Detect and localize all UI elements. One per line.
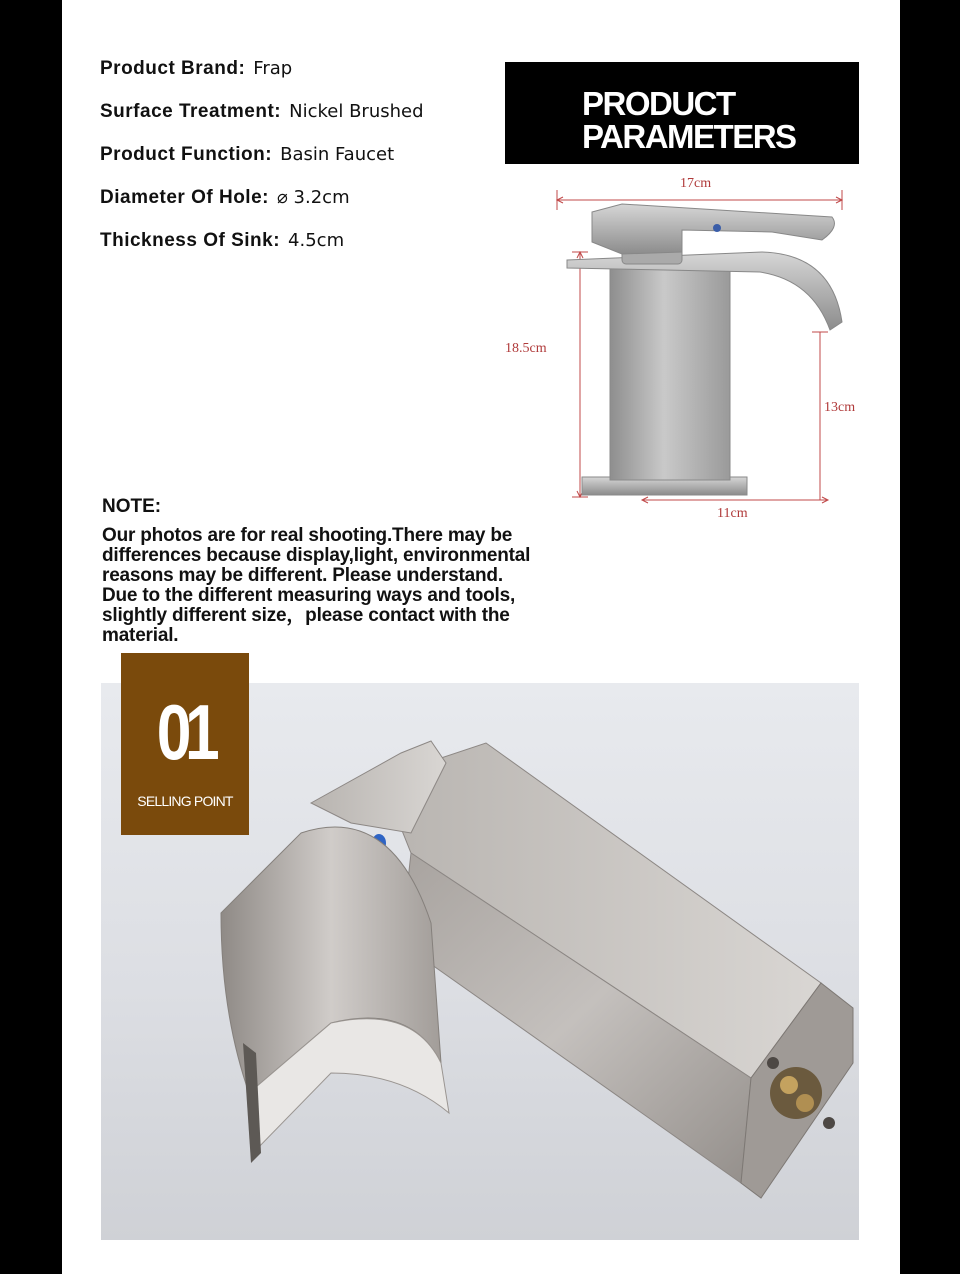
spec-value: ⌀ 3.2cm <box>276 187 350 208</box>
dimension-line-base <box>642 497 828 503</box>
note-line: Our photos are for real shooting.There may be <box>102 525 513 546</box>
spec-label: Diameter Of Hole: <box>100 187 269 208</box>
spec-value: Nickel Brushed <box>289 101 424 122</box>
spec-value: 4.5cm <box>288 230 345 251</box>
dimension-base-label: 11cm <box>717 506 748 521</box>
spec-value: Basin Faucet <box>280 144 395 165</box>
dimension-height-label: 18.5cm <box>505 341 547 356</box>
dimension-line-spout <box>812 332 828 500</box>
dimension-spout-label: 13cm <box>824 400 856 415</box>
dimension-line-height <box>572 252 588 497</box>
note-line: slightly different size，please contact with the <box>102 605 510 626</box>
dimension-width-label: 17cm <box>680 176 712 191</box>
product-page <box>62 0 900 1274</box>
spec-brand <box>100 58 292 80</box>
banner-line-1: PRODUCT <box>582 85 735 122</box>
spec-label: Thickness Of Sink: <box>100 230 281 251</box>
spec-surface <box>100 101 424 123</box>
spec-label: Product Brand: <box>100 58 246 79</box>
dimension-line-width <box>557 190 842 210</box>
spec-hole <box>100 187 350 209</box>
spec-thickness <box>100 230 344 252</box>
spec-label: Product Function: <box>100 144 273 165</box>
product-parameters-banner <box>505 62 859 164</box>
spec-function <box>100 144 394 166</box>
badge-caption: SELLING POINT <box>137 793 233 809</box>
spec-label: Surface Treatment: <box>100 101 282 122</box>
note-line: material. <box>102 625 179 646</box>
note-line: Due to the different measuring ways and tools, <box>102 585 516 606</box>
badge-number: 01 <box>156 688 214 776</box>
note-line: differences because display,light, environmental <box>102 545 531 566</box>
note-title: NOTE: <box>102 496 162 517</box>
banner-line-2: PARAMETERS <box>582 118 796 155</box>
faucet-dimension-diagram <box>492 172 862 517</box>
spec-value: Frap <box>253 58 293 79</box>
note-line: reasons may be different. Please understand. <box>102 565 503 586</box>
faucet-image <box>567 204 842 495</box>
selling-point-badge <box>121 653 249 835</box>
